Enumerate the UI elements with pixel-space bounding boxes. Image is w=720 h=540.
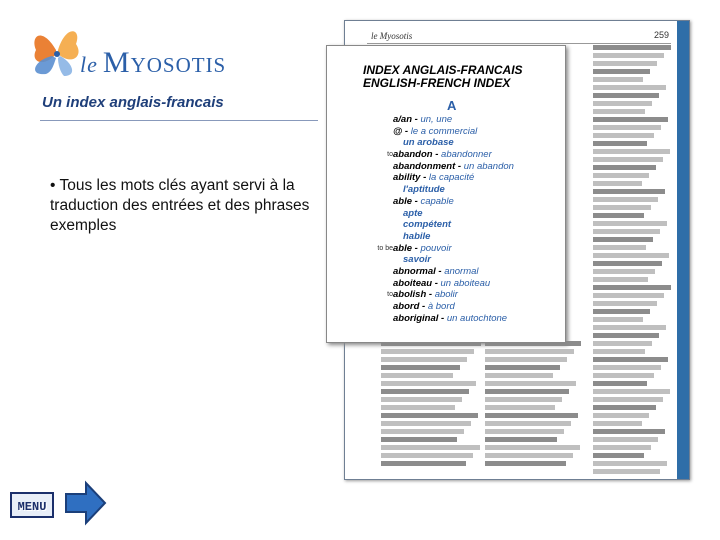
index-entry <box>327 196 563 208</box>
page-text-line <box>593 213 644 218</box>
index-entry <box>327 114 563 126</box>
entry-prefix: to be <box>377 244 393 252</box>
page-text-line <box>381 373 453 378</box>
page-text-line <box>485 445 580 450</box>
page-text-line <box>381 365 460 370</box>
page-text-line <box>593 109 645 114</box>
index-entry <box>327 278 563 290</box>
logo-le: le <box>80 52 98 77</box>
index-entry <box>327 126 563 138</box>
page-text-line <box>593 261 662 266</box>
page-text-line <box>381 389 469 394</box>
divider <box>40 120 318 121</box>
entry-translation: un abandon <box>463 160 514 172</box>
page-text-line <box>485 381 576 386</box>
entry-translation: abandonner <box>441 149 492 161</box>
page-text-line <box>485 389 569 394</box>
index-entry <box>327 161 563 173</box>
entry-translation: abolir <box>434 289 458 301</box>
entry-translation: un, une <box>420 114 453 125</box>
page-text-line <box>593 53 664 58</box>
page-header-rule <box>367 43 671 44</box>
page-text-line <box>593 461 667 466</box>
page-text-line <box>485 349 574 354</box>
page-text-line <box>593 301 657 306</box>
entry-headword: ability - la capacité <box>393 172 475 184</box>
page-side-bar <box>677 21 689 479</box>
page-column-right <box>593 45 673 477</box>
page-text-line <box>593 45 671 50</box>
page-text-line <box>593 221 667 226</box>
entry-translation: compétent <box>403 219 452 231</box>
page-text-line <box>593 317 643 322</box>
entry-translation: anormal <box>444 265 479 277</box>
entry-translation: l'aptitude <box>403 184 445 196</box>
entry-headword: able - pouvoir <box>393 242 452 254</box>
page-text-line <box>593 117 668 122</box>
page-text-line <box>381 349 474 354</box>
page-text-line <box>593 69 650 74</box>
slide-description: • Tous les mots clés ayant servi à la traduction des entrées et des phrases exemples <box>50 177 310 234</box>
page-text-line <box>593 237 653 242</box>
page-text-line <box>593 93 659 98</box>
page-text-line <box>485 437 557 442</box>
index-entry <box>327 208 563 220</box>
page-text-line <box>381 453 473 458</box>
page-text-line <box>593 229 660 234</box>
index-entry <box>327 172 563 184</box>
page-text-line <box>593 373 654 378</box>
page-text-line <box>593 389 670 394</box>
page-text-line <box>593 141 647 146</box>
entry-translation: capable <box>420 195 454 207</box>
page-text-line <box>381 405 455 410</box>
index-letter: A <box>447 98 457 113</box>
index-title-en: ENGLISH-FRENCH INDEX <box>363 76 511 90</box>
index-entry <box>327 243 563 255</box>
page-text-line <box>593 325 666 330</box>
page-text-line <box>593 165 656 170</box>
page-text-line <box>593 61 657 66</box>
index-inset <box>326 45 566 343</box>
logo <box>22 16 262 86</box>
entry-translation: un aboiteau <box>440 277 491 289</box>
entry-headword: abnormal - anormal <box>393 265 479 277</box>
index-entry <box>327 254 563 266</box>
entry-translation: savoir <box>403 254 431 266</box>
logo-name: Myosotis <box>102 46 227 79</box>
entry-translation: à bord <box>427 301 455 312</box>
page-text-line <box>593 333 659 338</box>
page-text-line <box>593 397 663 402</box>
entry-headword: @ - le a commercial <box>393 125 478 137</box>
page-column-left <box>381 341 481 469</box>
page-text-line <box>593 405 656 410</box>
entry-headword: aboiteau - un aboiteau <box>393 277 491 289</box>
index-entry <box>327 137 563 149</box>
entry-headword: abolish - abolir <box>393 289 458 301</box>
page-text-line <box>381 413 478 418</box>
page-text-line <box>485 429 564 434</box>
entry-translation: pouvoir <box>420 242 452 254</box>
page-text-line <box>485 413 578 418</box>
arrow-right-icon[interactable] <box>62 480 108 526</box>
logo-wordmark <box>80 46 226 80</box>
page-text-line <box>593 157 663 162</box>
entry-translation: la capacité <box>428 172 475 184</box>
entry-translation: le a commercial <box>410 125 478 137</box>
page-text-line <box>593 349 645 354</box>
entry-prefix: to <box>387 291 393 299</box>
index-title-fr: INDEX ANGLAIS-FRANCAIS <box>363 63 523 77</box>
entry-translation: apte <box>403 207 423 219</box>
page-text-line <box>593 469 660 474</box>
page-text-line <box>593 197 658 202</box>
index-entry <box>327 266 563 278</box>
slide-subtitle: Un index anglais-francais <box>42 94 224 111</box>
index-entry <box>327 289 563 301</box>
page-text-line <box>593 77 643 82</box>
page-text-line <box>593 253 669 258</box>
page-text-line <box>593 293 664 298</box>
page-text-line <box>485 373 553 378</box>
page-text-line <box>593 189 665 194</box>
entry-headword: abandon - abandonner <box>393 149 492 161</box>
page-text-line <box>593 365 661 370</box>
page-text-line <box>593 205 651 210</box>
page-text-line <box>593 101 652 106</box>
page-text-line <box>485 421 571 426</box>
page-text-line <box>381 421 471 426</box>
page-text-line <box>485 461 566 466</box>
page-text-line <box>593 437 658 442</box>
page-text-line <box>485 365 560 370</box>
page-text-line <box>593 245 646 250</box>
menu-button[interactable]: MENU <box>10 492 54 518</box>
page-text-line <box>381 397 462 402</box>
index-entry <box>327 149 563 161</box>
page-text-line <box>485 453 573 458</box>
entry-headword: abandonment - un abandon <box>393 160 514 172</box>
index-entry <box>327 219 563 231</box>
page-text-line <box>593 429 665 434</box>
page-text-line <box>593 277 648 282</box>
entry-headword: abord - à bord <box>393 301 455 312</box>
index-title <box>363 64 523 90</box>
page-text-line <box>593 133 654 138</box>
page-text-line <box>381 461 466 466</box>
page-text-line <box>593 173 649 178</box>
page-text-line <box>593 181 642 186</box>
page-text-line <box>593 149 670 154</box>
page-text-line <box>593 413 649 418</box>
page-text-line <box>593 125 661 130</box>
index-entry <box>327 184 563 196</box>
page-text-line <box>381 381 476 386</box>
page-text-line <box>593 453 644 458</box>
index-entry <box>327 231 563 243</box>
entry-translation: habile <box>403 230 431 242</box>
page-text-line <box>593 445 651 450</box>
entry-prefix: to <box>387 151 393 159</box>
entry-headword: able - capable <box>393 195 454 207</box>
page-text-line <box>593 381 647 386</box>
page-text-line <box>485 397 562 402</box>
page-text-line <box>485 405 555 410</box>
page-text-line <box>485 357 567 362</box>
page-text-line <box>381 357 467 362</box>
page-text-line <box>593 285 671 290</box>
page-text-line <box>593 85 666 90</box>
page-text-line <box>381 445 480 450</box>
page-text-line <box>593 269 655 274</box>
page-text-line <box>593 309 650 314</box>
index-entries <box>327 114 563 324</box>
page-text-line <box>593 357 668 362</box>
index-entry <box>327 301 563 313</box>
page-header: le Myosotis <box>371 31 413 41</box>
page-text-line <box>593 341 652 346</box>
page-number: 259 <box>653 30 669 40</box>
entry-headword: aboriginal - un autochtone <box>393 312 508 324</box>
entry-translation: un arobase <box>403 137 454 149</box>
entry-translation: un autochtone <box>446 312 508 324</box>
page-text-line <box>593 421 642 426</box>
page-text-line <box>381 429 464 434</box>
index-entry <box>327 313 563 325</box>
page-column-middle <box>485 341 585 469</box>
page-text-line <box>381 437 457 442</box>
entry-headword: a/an - un, une <box>393 114 453 125</box>
